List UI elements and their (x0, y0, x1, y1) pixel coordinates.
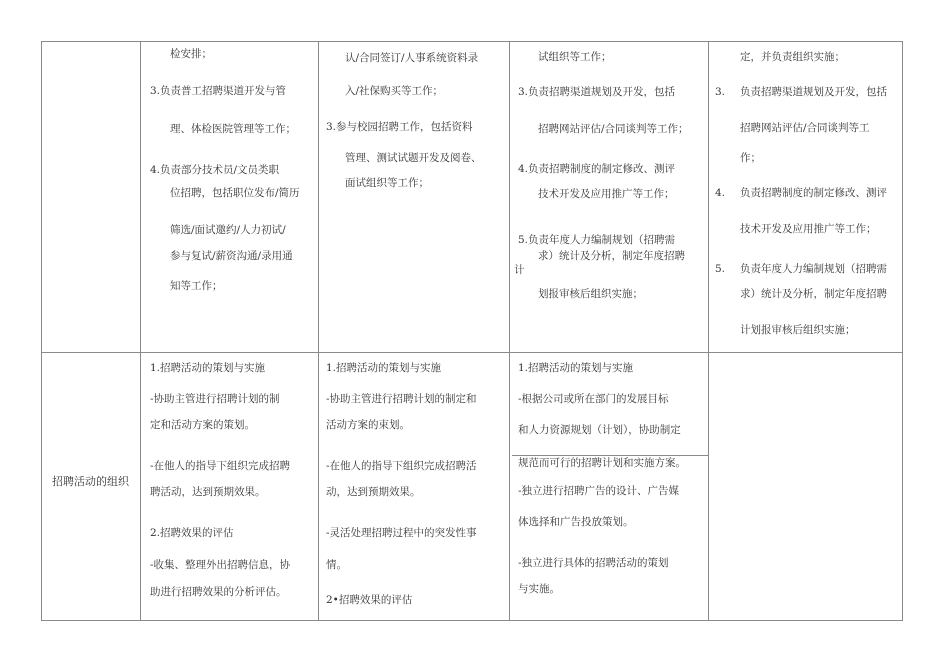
cell-text: 负责招聘制度的制定修改、测评 (740, 187, 887, 199)
cell-text: 计划报审核后组织实施； (740, 324, 856, 336)
cell-text: 5. (715, 263, 726, 275)
cell-text: 1.招聘活动的策划与实施 (518, 362, 634, 374)
cell-text: 认/合同签订/人事系统资料录 (345, 52, 479, 64)
cell-text: 管理、测试试题开发及阅卷、 (345, 152, 482, 164)
cell-text: 筛选/面试邀约/人力初试/ (170, 224, 286, 236)
cell-text: 4. (715, 187, 726, 199)
cell-text: 活动方案的束划。 (326, 419, 410, 431)
cell-text: 技术开发及应用推广等工作； (538, 188, 675, 200)
cell-text: 动，达到预期效果。 (326, 486, 421, 498)
cell-text: 3.负责普工招聘渠道开发与管 (150, 85, 287, 97)
cell-text: -在他人的指导下组织完成招聘 (150, 460, 291, 472)
cell-text: -根据公司或所在部门的发展目标 (518, 393, 669, 405)
cell-text: 知等工作； (170, 280, 223, 292)
cell-text: 和人力资源规划（计划），协助制定 (518, 424, 681, 436)
column-divider (509, 41, 510, 621)
cell-text: 试组织等工作； (538, 51, 612, 63)
cell-text: 定和活动方案的策划。 (150, 419, 255, 431)
column-divider (140, 41, 141, 621)
cell-text: -协助主管进行招聘计划的制定和 (326, 393, 477, 405)
column-divider (318, 41, 319, 621)
cell-text: 5.负责年度人力编制规划（招聘需 (518, 234, 676, 246)
cell-text: 负责年度人力编制规划（招聘需 (740, 263, 887, 275)
cell-text: 招聘网站评估/合同谈判等工 (740, 122, 870, 134)
cell-text: 3.参与校园招聘工作，包括资料 (326, 121, 473, 133)
cell-text: 面试组织等工作； (345, 177, 429, 189)
cell-text: 体选择和广告投放策划。 (518, 516, 634, 528)
cell-text: 计 (514, 264, 525, 276)
cell-text: 2.招聘效果的评估 (150, 527, 234, 539)
cell-text: 理、体检医院管理等工作； (170, 123, 296, 135)
cell-text: 作； (740, 152, 761, 164)
cell-text: 情。 (326, 559, 347, 571)
cell-text: 与实施。 (518, 583, 560, 595)
cell-text: 聘活动，达到预期效果。 (150, 486, 266, 498)
cell-text: 划报审核后组织实施； (538, 288, 643, 300)
cell-text: 4.负责部分技术员/文员类职 (150, 164, 280, 176)
cell-text: 4.负责招聘制度的制定修改、测评 (518, 163, 676, 175)
cell-text: 助进行招聘效果的分析评估。 (150, 586, 287, 598)
cell-text: 负责招聘渠道规划及开发，包括 (740, 86, 887, 98)
cell-text: 定，并负责组织实施； (740, 51, 845, 63)
cell-text: 位招聘，包括职位发布/简历 (170, 187, 300, 199)
cell-text: -协助主管进行招聘计划的制 (150, 393, 280, 405)
cell-text: 求）统计及分析，制定年度招聘 (538, 250, 685, 262)
cell-text: -灵活处理招聘过程中的突发性事 (326, 527, 477, 539)
column-divider (708, 41, 709, 621)
cell-text: 求）统计及分析，制定年度招聘 (740, 288, 887, 300)
cell-text: -收集、整理外出招聘信息，协 (150, 559, 291, 571)
row-divider (41, 352, 903, 353)
cell-text: -在他人的指导下组织完成招聘活 (326, 460, 477, 472)
cell-inner-rule (512, 455, 708, 456)
cell-text: 入/社保购买等工作； (345, 85, 444, 97)
cell-text: -独立进行具体的招聘活动的策划 (518, 557, 669, 569)
cell-text: 招聘网站评估/合同谈判等工作； (538, 123, 689, 135)
cell-text: 1.招聘活动的策划与实施 (150, 362, 266, 374)
cell-text: 技术开发及应用推广等工作； (740, 223, 877, 235)
cell-text: 3.负责招聘渠道规划及开发，包括 (518, 86, 676, 98)
cell-text: 检安排； (170, 48, 212, 60)
cell-text: 规范而可行的招聘计划和实施方案。 (518, 457, 686, 469)
category-label: 招聘活动的组织 (52, 475, 129, 488)
cell-text: 1.招聘活动的策划与实施 (326, 362, 442, 374)
cell-text: 参与复试/薪资沟通/录用通 (170, 250, 293, 262)
cell-text: -独立进行招聘广告的设计、广告媒 (518, 485, 680, 497)
cell-text: 3. (715, 86, 726, 98)
cell-text: 2•招聘效果的评估 (326, 594, 413, 606)
